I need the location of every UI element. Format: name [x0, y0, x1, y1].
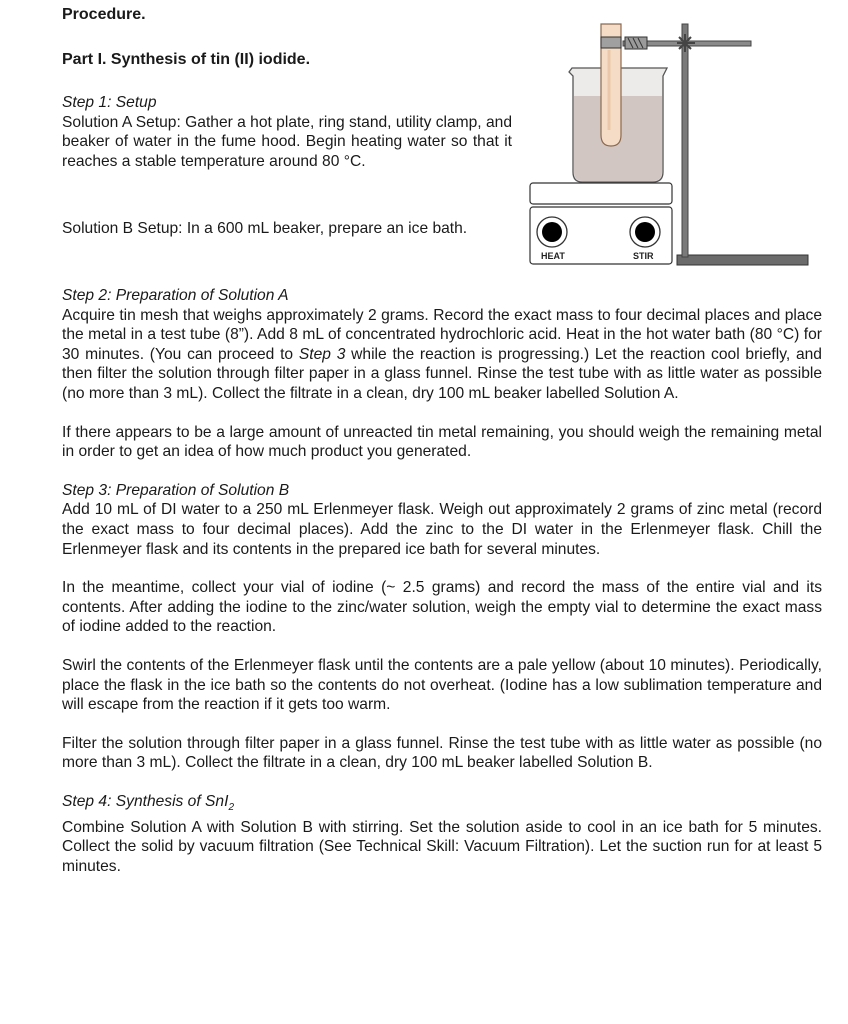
hot-plate-surface: [530, 183, 672, 204]
heat-knob-icon: [537, 217, 567, 247]
step1-solution-b: Solution B Setup: In a 600 mL beaker, prepare an ice bath.: [62, 220, 468, 237]
step1-title: Step 1: Setup: [62, 94, 157, 111]
step2-title: Step 2: Preparation of Solution A: [62, 287, 289, 304]
step4-paragraph-1: Combine Solution A with Solution B with stirring. Set the solution aside to cool in an ice bath for 5 minutes. Collect the solid by vacuum filtration (See Technical Skill: Vacuum Filtration). Let the suction run for at least 5 minutes.: [62, 818, 822, 875]
page-heading: Procedure.: [62, 6, 146, 23]
ring-stand-base: [677, 255, 808, 265]
step3-title: Step 3: Preparation of Solution B: [62, 481, 290, 499]
ring-stand-rod: [682, 24, 688, 257]
step3-paragraph-3: Swirl the contents of the Erlenmeyer flask until the contents are a pale yellow (about 10 minutes). Periodically, place the flask in the ice bath so the contents do not overheat. (Iodine has a low sublimation temperature and will escape from the reaction if it gets too warm.: [62, 656, 822, 714]
step4-title: Step 4: Synthesis of SnI$_2$: [62, 792, 234, 813]
part-title: Part I. Synthesis of tin (II) iodide.: [62, 51, 311, 68]
step2-paragraph-2: If there appears to be a large amount of unreacted tin metal remaining, you should weigh the remaining metal in order to get an idea of how much product you generated.: [62, 423, 822, 461]
step2-paragraph-1: Acquire tin mesh that weighs approximately 2 grams. Record the exact mass to four decimal places and place the metal in a test tube (8”). Add 8 mL of concentrated hydrochloric acid. Heat in the hot water bath (80 °C) for 30 minutes. (You can proceed to Step 3 while the reaction is progressing.) Let the reaction cool briefly, and then filter the solution through filter paper in a glass funnel. Rinse the test tube with as little water as possible (no more than 3 mL). Collect the filtrate in a clean, dry 100 mL beaker labelled Solution A.: [62, 306, 822, 402]
step1-block: [62, 93, 512, 171]
clamp-knob: [677, 34, 695, 52]
procedure-body: [62, 286, 822, 876]
step3-paragraph-2: In the meantime, collect your vial of iodine (~ 2.5 grams) and record the mass of the entire vial and its contents. After adding the iodine to the zinc/water solution, weigh the empty vial to determine the exact mass of iodine added to the reaction.: [62, 579, 822, 636]
stir-label: STIR: [633, 251, 654, 261]
step1-solution-b-block: [62, 219, 512, 239]
hot-plate-apparatus-figure: [527, 20, 811, 270]
step1-solution-a: Solution A Setup: Gather a hot plate, ring stand, utility clamp, and beaker of water in the fume hood. Begin heating water so that it reaches a stable temperature around 80 °C.: [62, 113, 512, 170]
heat-label: HEAT: [541, 251, 565, 261]
step3-paragraph-1: Add 10 mL of DI water to a 250 mL Erlenmeyer flask. Weigh out approximately 2 grams of zinc metal (record the exact mass to four decimal places). Add the zinc to the DI water in the Erlenmeyer flask. Chill the Erlenmeyer flask and its contents in the prepared ice bath for several minutes.: [62, 501, 822, 558]
step3-paragraph-4: Filter the solution through filter paper in a glass funnel. Rinse the test tube with as little water as possible (no more than 3 mL). Collect the filtrate in a clean, dry 100 mL beaker labelled Solution B.: [62, 734, 822, 772]
stir-knob-icon: [630, 217, 660, 247]
